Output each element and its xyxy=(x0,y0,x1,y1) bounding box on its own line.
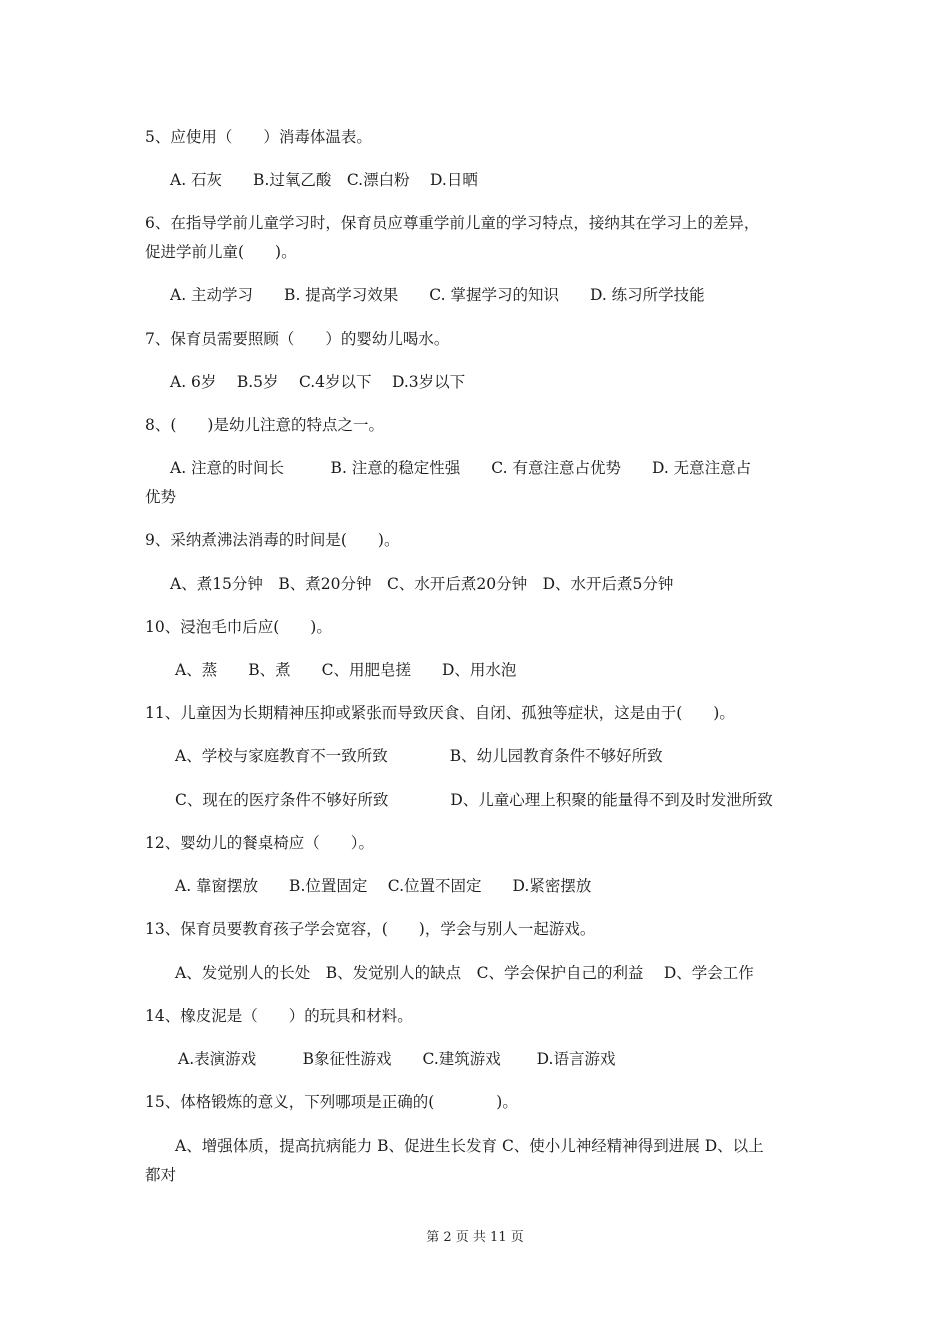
question-15-stem: 15、体格锻炼的意义，下列哪项是正确的( )。 xyxy=(145,1093,518,1111)
question-10-stem: 10、浸泡毛巾后应( )。 xyxy=(145,618,332,636)
question-8-stem: 8、( )是幼儿注意的特点之一。 xyxy=(145,416,384,434)
question-11-stem: 11、儿童因为长期精神压抑或紧张而导致厌食、自闭、孤独等症状，这是由于( )。 xyxy=(145,704,735,722)
question-9-stem: 9、采纳煮沸法消毒的时间是( )。 xyxy=(145,531,400,549)
question-5-stem: 5、应使用（ ）消毒体温表。 xyxy=(145,128,372,146)
question-7-options: A. 6岁 B.5岁 C.4岁以下 D.3岁以下 xyxy=(170,373,466,391)
question-11-options-row2: C、现在的医疗条件不够好所致 D、儿童心理上积聚的能量得不到及时发泄所致 xyxy=(175,791,773,809)
question-12-options: A. 靠窗摆放 B.位置固定 C.位置不固定 D.紧密摆放 xyxy=(175,877,592,895)
question-8-options-continued: 优势 xyxy=(145,488,177,506)
question-13-options: A、发觉别人的长处 B、发觉别人的缺点 C、学会保护自己的利益 D、学会工作 xyxy=(175,964,754,982)
question-11-options-row1: A、学校与家庭教育不一致所致 B、幼儿园教育条件不够好所致 xyxy=(175,747,663,765)
question-13-stem: 13、保育员要教育孩子学会宽容，( )，学会与别人一起游戏。 xyxy=(145,920,596,938)
question-12-stem: 12、婴幼儿的餐桌椅应（ ）。 xyxy=(145,834,374,852)
question-14-stem: 14、橡皮泥是（ ）的玩具和材料。 xyxy=(145,1007,413,1025)
question-8-options: A. 注意的时间长 B. 注意的稳定性强 C. 有意注意占优势 D. 无意注意占 xyxy=(170,459,752,477)
question-7-stem: 7、保育员需要照顾（ ）的婴幼儿喝水。 xyxy=(145,330,450,348)
question-6-stem-continued: 促进学前儿童( )。 xyxy=(145,243,297,261)
question-15-options: A、增强体质，提高抗病能力 B、促进生长发育 C、使小儿神经精神得到进展 D、以上 xyxy=(175,1137,764,1155)
page-number: 第 2 页 共 11 页 xyxy=(426,1230,524,1245)
question-15-options-continued: 都对 xyxy=(145,1166,177,1184)
question-6-stem: 6、在指导学前儿童学习时，保育员应尊重学前儿童的学习特点，接纳其在学习上的差异， xyxy=(145,214,760,232)
question-14-options: A.表演游戏 B象征性游戏 C.建筑游戏 D.语言游戏 xyxy=(178,1050,616,1068)
question-10-options: A、蒸 B、煮 C、用肥皂搓 D、用水泡 xyxy=(175,661,517,679)
question-5-options: A. 石灰 B.过氧乙酸 C.漂白粉 D.日晒 xyxy=(170,171,478,189)
question-9-options: A、煮15分钟 B、煮20分钟 C、水开后煮20分钟 D、水开后煮5分钟 xyxy=(170,575,674,593)
question-6-options: A. 主动学习 B. 提高学习效果 C. 掌握学习的知识 D. 练习所学技能 xyxy=(170,286,705,304)
